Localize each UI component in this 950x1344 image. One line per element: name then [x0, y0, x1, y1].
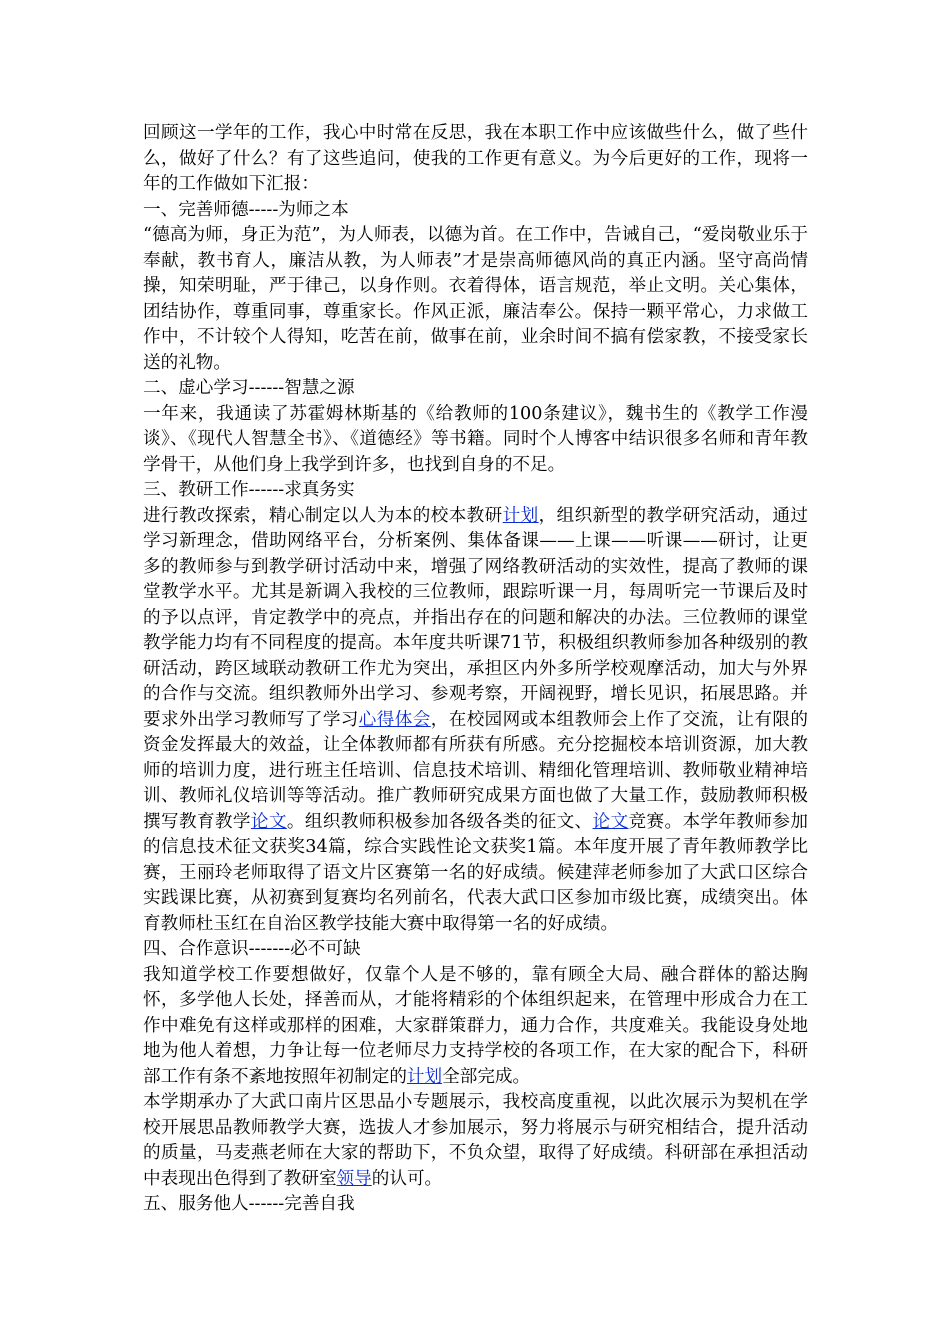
- section-heading: 一、完善师德-----为师之本: [143, 199, 349, 220]
- jihua-link[interactable]: 计划: [502, 505, 539, 526]
- text-run: 竞赛。本学年教师参加的信息技术征文获奖34篇，综合实践性论文获奖1篇。本年度开展了青年教师教学比赛，王丽玲老师取得了语文片区赛第一名的好成绩。候建萍老师参加了大武口区综合实践课比赛，从初赛到复赛均名列前名，代表大武口区参加市级比赛，成绩突出。体育教师杜玉红在自治区教学技能大赛中取得第一名的好成绩。: [143, 811, 808, 934]
- xindetihui-link[interactable]: 心得体会: [358, 709, 431, 730]
- section-heading: 二、虚心学习------智慧之源: [143, 378, 355, 398]
- text-run: 一年来，我通读了苏霍姆林斯基的《给教师的100条建议》，魏书生的《教学工作漫谈》、《现代人智慧全书》、《道德经》等书籍。同时个人博客中结识很多名师和青年教学骨干，从他们身上我学到许多，也找到自身的不足。: [143, 403, 808, 475]
- text-run: 本学期承办了大武口南片区思品小专题展示，我校高度重视，以此次展示为契机在学校开展思品教师教学大赛，选拔人才参加展示，努力将展示与研究相结合，提升活动的质量，马麦燕老师在大家的帮助下，不负众望，取得了好成绩。科研部在承担活动中表现出色得到了教研室: [143, 1092, 808, 1189]
- paragraph: [143, 504, 808, 938]
- text-run: 我知道学校工作要想做好，仅靠个人是不够的，靠有顾全大局、融合群体的豁达胸怀，多学他人长处，择善而从，才能将精彩的个体组织起来，在管理中形成合力在工作中难免有这样或那样的困难，大家群策群力，通力合作，共度难关。我能设身处地地为他人着想，力争让每一位老师尽力支持学校的各项工作，在大家的配合下，科研部工作有条不紊地按照年初制定的: [143, 964, 808, 1087]
- paragraph: [143, 1090, 808, 1192]
- text-run: 。组织教师积极参加各级各类的征文、: [286, 811, 593, 832]
- text-run: 进行教改探索，精心制定以人为本的校本教研: [143, 505, 503, 526]
- text-run: 全部完成。: [442, 1066, 531, 1087]
- section-heading: 四、合作意识-------必不可缺: [143, 939, 361, 959]
- lunwen-link[interactable]: 论文: [592, 811, 629, 832]
- text-run: ，在校园网或本组教师会上作了交流，让有限的资金发挥最大的效益，让全体教师都有所获有所感。充分挖掘校本培训资源，加大教师的培训力度，进行班主任培训、信息技术培训、精细化管理培训、教师敬业精神培训、教师礼仪培训等等活动。推广教师研究成果方面也做了大量工作，鼓励教师积极撰写教育教学: [143, 709, 808, 832]
- intro-paragraph: 回顾这一学年的工作，我心中时常在反思，我在本职工作中应该做些什么，做了些什么，做好了什么？有了这些追问，使我的工作更有意义。为今后更好的工作，现将一年的工作做如下汇报：: [143, 123, 808, 194]
- section-heading: 三、教研工作------求真务实: [143, 480, 355, 500]
- paragraph: [143, 223, 808, 376]
- document-page: [143, 121, 808, 1218]
- jihua-link[interactable]: 计划: [406, 1066, 443, 1087]
- text-run: ，组织新型的教学研究活动，通过学习新理念，借助网络平台，分析案例、集体备课——上课——听课——研讨，让更多的教师参与到教学研讨活动中来，增强了网络教研活动的实效性，提高了教师的课堂教学水平。尤其是新调入我校的三位教师，跟踪听课一月，每周听完一节课后及时的予以点评，肯定教学中的亮点，并指出存在的问题和解决的办法。三位教师的课堂教学能力均有不同程度的提高。本年度共听课71节，积极组织教师参加各种级别的教研活动，跨区域联动教研工作尤为突出，承担区内外多所学校观摩活动，加大与外界的合作与交流。组织教师外出学习、参观考察，开阔视野，增长见识，拓展思路。并要求外出学习教师写了学习: [143, 505, 808, 730]
- text-run: “德高为师，身正为范”，为人师表，以德为首。在工作中，告诫自己，“爱岗敬业乐于奉献，教书育人，廉洁从教，为人师表”才是崇高师德风尚的真正内涵。坚守高尚情操，知荣明耻，严于律己，以身作则。衣着得体，语言规范，举止文明。关心集体，团结协作，尊重同事，尊重家长。作风正派，廉洁奉公。保持一颗平常心，力求做工作中，不计较个人得知，吃苦在前，做事在前，业余时间不搞有偿家教，不接受家长送的礼物。: [143, 225, 808, 373]
- section-heading: 五、服务他人------完善自我: [143, 1194, 355, 1214]
- paragraph: [143, 963, 808, 1091]
- paragraph: [143, 402, 808, 479]
- lingdao-link[interactable]: 领导: [336, 1168, 372, 1189]
- text-run: 的认可。: [371, 1168, 443, 1189]
- lunwen-link[interactable]: 论文: [250, 811, 287, 832]
